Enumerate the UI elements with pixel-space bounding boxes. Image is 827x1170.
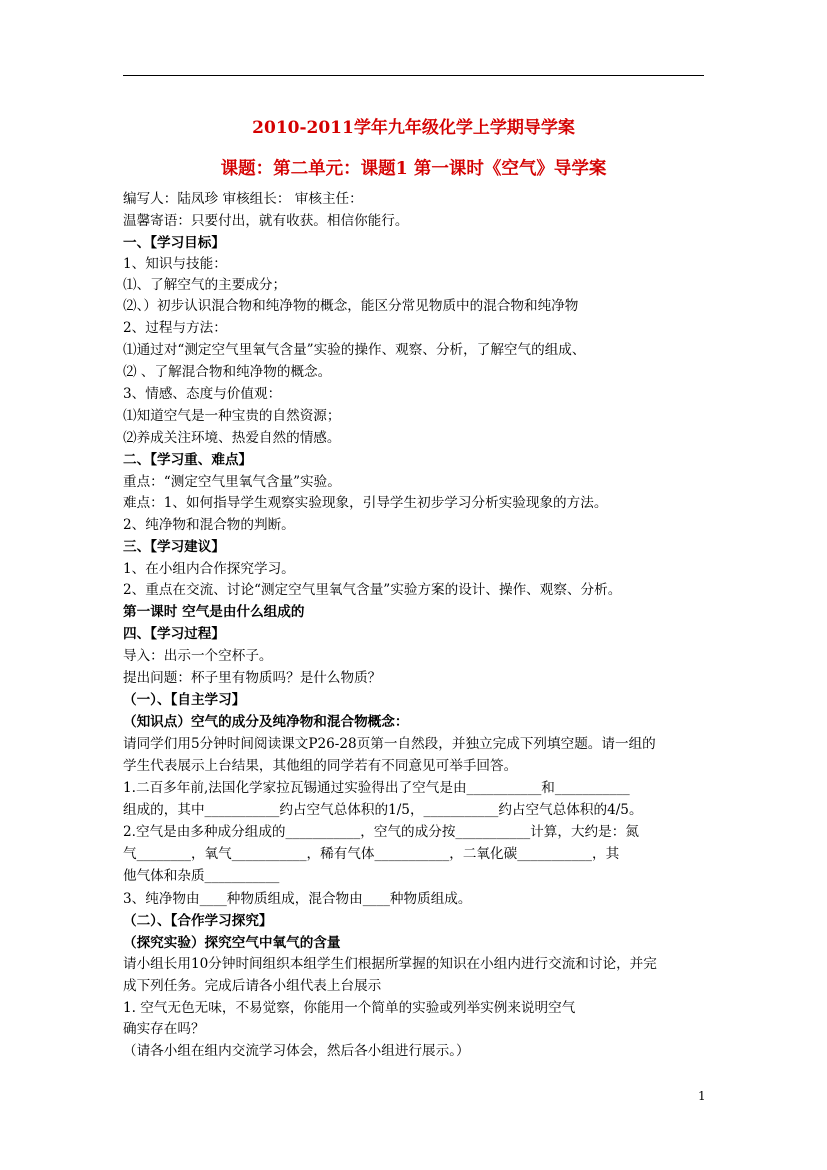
text-line: 1. 空气无色无味，不易觉察，你能用一个简单的实验或列举实例来说明空气 [123, 1000, 576, 1016]
text-line: 三、【学习建议】 [123, 539, 225, 555]
text-line: 2、过程与方法： [123, 320, 227, 336]
text-line: 确实存在吗？ [123, 1021, 205, 1037]
text-line: 二、【学习重、难点】 [123, 452, 253, 468]
document-title: 2010-2011学年九年级化学上学期导学案 [252, 118, 575, 138]
text-line: （探究实验）探究空气中氧气的含量 [123, 935, 341, 951]
text-line: ⑴知道空气是一种宝贵的自然资源； [123, 408, 341, 424]
text-line: （请各小组在组内交流学习体会，然后各小组进行展示。） [123, 1043, 470, 1059]
text-line: 组成的，其中___________约占空气总体积的1/5，___________约占空气总体积的4/5。 [123, 802, 643, 818]
text-line: 1.二百多年前,法国化学家拉瓦锡通过实验得出了空气是由___________和___________ [123, 780, 630, 796]
text-line: 2.空气是由多种成分组成的___________，空气的成分按___________计算，大约是：氮 [123, 824, 639, 840]
text-line: 学生代表展示上台结果，其他组的同学若有不同意见可举手回答。 [123, 758, 518, 774]
text-line: 请同学们用5分钟时间阅读课文P26-28页第一自然段，并独立完成下列填空题。请一组的 [123, 736, 656, 752]
text-line: 他气体和杂质___________ [123, 868, 280, 884]
text-line: （知识点）空气的成分及纯净物和混合物概念： [123, 714, 409, 730]
text-line: 3、情感、态度与价值观： [123, 386, 282, 402]
text-line: 一、【学习目标】 [123, 235, 225, 251]
text-line: 2、纯净物和混合物的判断。 [123, 517, 295, 533]
text-line: ⑴通过对“测定空气里氧气含量”实验的操作、观察、分析，了解空气的组成、 [123, 342, 586, 358]
header-rule [123, 75, 704, 76]
text-line: ⑴、了解空气的主要成分； [123, 277, 287, 293]
text-line: 3、纯净物由____种物质组成，混合物由____种物质组成。 [123, 891, 472, 907]
text-line: 提出问题：杯子里有物质吗？是什么物质？ [123, 670, 382, 686]
text-line: （一）、【自主学习】 [123, 692, 246, 708]
text-line: ⑵、）初步认识混合物和纯净物的概念，能区分常见物质中的混合物和纯净物 [123, 298, 579, 314]
text-line: 四、【学习过程】 [123, 626, 225, 642]
text-line: ⑵养成关注环境、热爱自然的情感。 [123, 430, 341, 446]
text-line: ⑵ 、了解混合物和纯净物的概念。 [123, 364, 332, 380]
text-line: 成下列任务。完成后请各小组代表上台展示 [123, 978, 382, 994]
text-line: 重点：“测定空气里氧气含量”实验。 [123, 474, 341, 490]
text-line: 第一课时 空气是由什么组成的 [123, 604, 305, 620]
page-number: 1 [698, 1089, 706, 1103]
text-line: 气________，氧气___________，稀有气体___________，二氧化碳___________，其 [123, 846, 620, 862]
text-line: 1、知识与技能： [123, 256, 227, 272]
text-line: 温馨寄语：只要付出，就有收获。相信你能行。 [123, 213, 409, 229]
text-line: 请小组长用10分钟时间组织本组学生们根据所掌握的知识在小组内进行交流和讨论，并完 [123, 956, 657, 972]
text-line: 难点：1、如何指导学生观察实验现象，引导学生初步学习分析实验现象的方法。 [123, 495, 608, 511]
document-subtitle: 课题：第二单元：课题1 第一课时《空气》导学案 [220, 159, 607, 179]
text-line: 编写人：陆凤珍 审核组长： 审核主任： [123, 191, 363, 207]
text-line: 导入：出示一个空杯子。 [123, 648, 273, 664]
text-line: 1、在小组内合作探究学习。 [123, 561, 295, 577]
text-line: 2、重点在交流、讨论“测定空气里氧气含量”实验方案的设计、操作、观察、分析。 [123, 582, 622, 598]
text-line: （二）、【合作学习探究】 [123, 913, 273, 929]
